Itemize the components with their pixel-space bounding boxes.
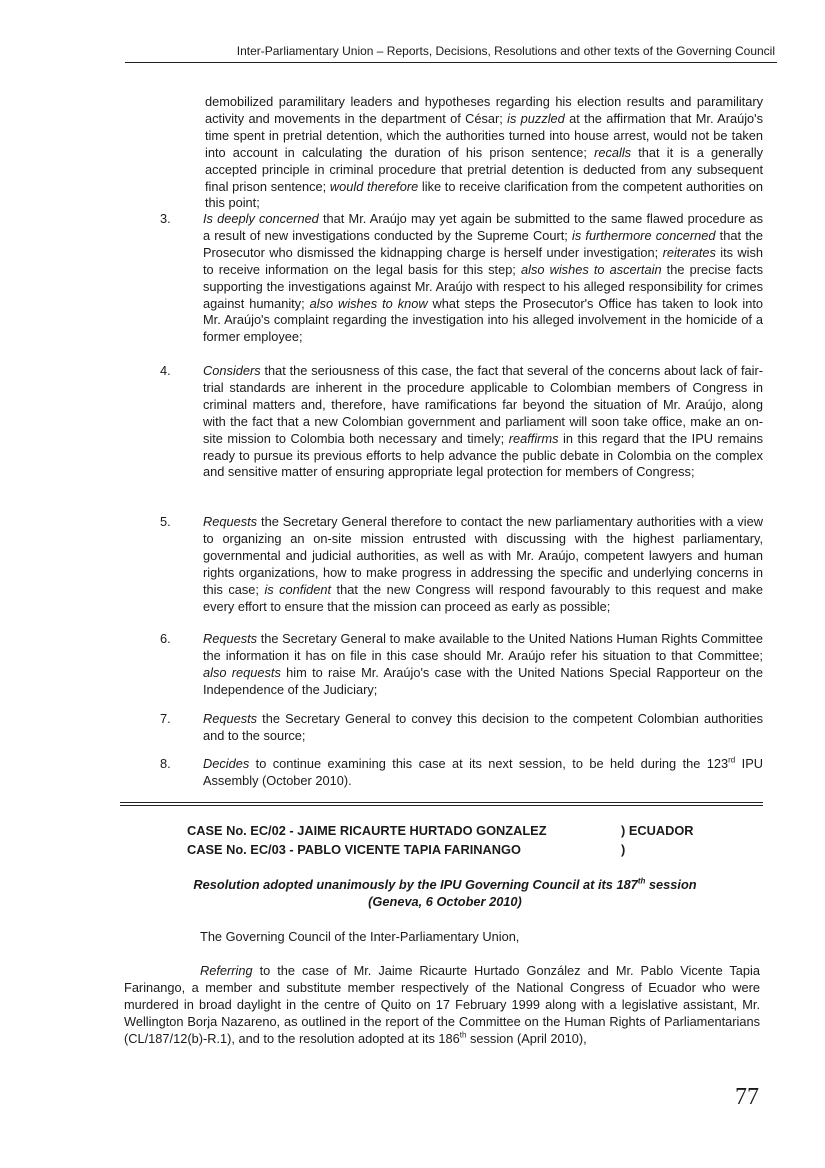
paragraph-emphasis: Is deeply concerned (203, 211, 319, 226)
paragraph-emphasis: Requests (203, 711, 258, 726)
continuation-paragraph (205, 94, 763, 212)
case-label: CASE No. EC/03 - PABLO VICENTE TAPIA FARINANGO (187, 842, 521, 857)
paragraph-emphasis: also wishes to ascertain (521, 261, 662, 277)
ordinal-superscript: th (637, 876, 646, 886)
preamble: The Governing Council of the Inter-Parliamentary Union, (200, 929, 520, 944)
paragraph-text: IPU Assembly (October 2010). (203, 756, 764, 788)
resolution-title (125, 876, 765, 910)
page-number: 77 (735, 1084, 759, 1110)
paragraph-body (203, 514, 763, 615)
paragraph-text: that the Prosecutor who dismissed the kidnapping charge is herself under investigation; (203, 227, 763, 260)
paragraph-7 (160, 711, 763, 745)
referring-emphasis: Referring (200, 963, 253, 978)
paragraph-text: him to raise Mr. Araújo's case with the United Nations Special Rapporteur on the Independence of the Judiciary; (203, 664, 763, 697)
continuation-text-2: at the affirmation that Mr. Araújo's time spent in pretrial detention, which the authorities turned into house arrest, would not be taken into account in calculating the duration of his prison sentence; (205, 110, 764, 160)
paragraph-body (203, 363, 763, 481)
running-header: Inter-Parliamentary Union – Reports, Decisions, Resolutions and other texts of the Governing Council (236, 44, 775, 58)
continuation-emphasis-2: recalls (594, 144, 632, 160)
resolution-text: Resolution adopted unanimously by the IPU Governing Council at its 187 (193, 877, 638, 892)
continuation-text-3: that it is a generally accepted principle in criminal procedure that pretrial detention is deducted from any subsequent final prison sentence; (205, 144, 763, 194)
paragraph-text: in this regard that the IPU remains ready to pursue its previous efforts to help advance the public debate in Colombia on the complex and sensitive matter of ensuring appropriate legal protection for members of Congress; (203, 430, 764, 480)
paragraph-emphasis: also requests (203, 664, 281, 680)
paragraph-emphasis: is furthermore concerned (572, 227, 716, 243)
paragraph-text: the Secretary General to make available to the United Nations Human Rights Committee the information it has on file in this case should Mr. Araújo refer his situation to that Committee; (203, 631, 763, 663)
continuation-emphasis-3: would therefore (329, 178, 419, 194)
paragraph-text: to continue examining this case at its next session, to be held during the 123 (249, 756, 729, 771)
resolution-text: session (645, 877, 697, 892)
paragraph-text: that the seriousness of this case, the fact that several of the concerns about lack of fair-trial standards are inherent in the procedure applicable to Colombian members of Congress in criminal matters and, therefore, have ramifications far beyond the situation of Mr. Araújo, along with the fact that a new Colombian government and parliament will soon take office, make an on-site mission to Colombia both necessary and timely; (203, 363, 763, 446)
paragraph-text: the Secretary General therefore to contact the new parliamentary authorities with a view to organizing an on-site mission entrusted with discussing with the highest parliamentary, governmental and judicial authorities, as well as with Mr. Araújo, competent lawyers and human rights organizations, how to make progress in addressing the specific and underlying concerns in this case; (203, 514, 763, 597)
paragraph-number: 5. (160, 514, 171, 529)
section-rule (120, 802, 763, 803)
paragraph-number: 7. (160, 711, 171, 726)
paragraph-emphasis: also wishes to know (309, 295, 428, 311)
paragraph-body (203, 631, 763, 699)
section-rule (120, 805, 763, 806)
paragraph-emphasis: Requests (203, 631, 258, 646)
resolution-line-1 (125, 876, 765, 893)
paragraph-number: 3. (160, 211, 171, 226)
ordinal-superscript: rd (728, 755, 736, 765)
referring-text: session (April 2010), (466, 1031, 587, 1046)
paragraph-body (203, 211, 763, 346)
case-label: CASE No. EC/02 - JAIME RICAURTE HURTADO GONZALEZ (187, 823, 547, 838)
paragraph-text: the Secretary General to convey this decision to the competent Colombian authorities and to the source; (203, 711, 763, 743)
paragraph-emphasis: is confident (264, 581, 332, 597)
paragraph-text: that the new Congress will respond favourably to this request and make every effort to ensure that the mission can proceed as early as possible; (203, 581, 764, 614)
paragraph-6 (160, 631, 763, 699)
continuation-text-4: like to receive clarification from the competent authorities on this point; (205, 178, 763, 211)
paragraph-emphasis: reaffirms (508, 430, 559, 446)
referring-text: to the case of Mr. Jaime Ricaurte Hurtado González and Mr. Pablo Vicente Tapia Farinango, a member and substitute member respectively of the National Congress of Ecuador who were murdered in broad daylight in the centre of Quito on 17 February 1999 along with a legislative assistant, Mr. Wellington Borja Nazareno, as outlined in the report of the Committee on the Human Rights of Parliamentarians (CL/187/12(b)-R.1), and to the resolution adopted at its 186 (124, 963, 760, 1046)
paragraph-4 (160, 363, 763, 481)
paragraph-text: what steps the Prosecutor's Office has taken to look into Mr. Araújo's complaint regarding the investigation into his alleged involvement in the homicide of a former employee; (203, 295, 763, 345)
case-heading-ec02 (187, 823, 694, 838)
paragraph-emphasis: reiterates (662, 244, 716, 260)
paragraph-text: its wish to receive information on the legal basis for this step; (203, 244, 763, 277)
case-country: ) ECUADOR (621, 823, 694, 838)
paragraph-number: 6. (160, 631, 171, 646)
resolution-line-2: (Geneva, 6 October 2010) (368, 894, 522, 909)
ordinal-superscript: th (459, 1030, 467, 1040)
paragraph-text: that Mr. Araújo may yet again be submitted to the same flawed procedure as a result of new investigations conducted by the Supreme Court; (203, 211, 763, 243)
paragraph-emphasis: Requests (203, 514, 258, 529)
continuation-emphasis-1: is puzzled (507, 110, 565, 126)
paragraph-3 (160, 211, 763, 346)
case-country: ) (621, 842, 626, 857)
paragraph-number: 8. (160, 756, 171, 771)
continuation-text-1: demobilized paramilitary leaders and hypotheses regarding his election results and paramilitary activity and movements in the department of César; (205, 94, 763, 126)
paragraph-text: the precise facts supporting the investigations against Mr. Araújo with respect to his alleged responsibility for crimes against humanity; (203, 261, 764, 311)
paragraph-emphasis: Decides (203, 756, 250, 771)
referring-paragraph (124, 962, 760, 1047)
header-rule (125, 62, 777, 63)
case-heading-ec03 (187, 842, 626, 857)
paragraph-5 (160, 514, 763, 615)
paragraph-body (203, 711, 763, 745)
paragraph-number: 4. (160, 363, 171, 378)
paragraph-8 (160, 756, 763, 790)
paragraph-body (203, 756, 763, 790)
paragraph-emphasis: Considers (203, 363, 261, 378)
